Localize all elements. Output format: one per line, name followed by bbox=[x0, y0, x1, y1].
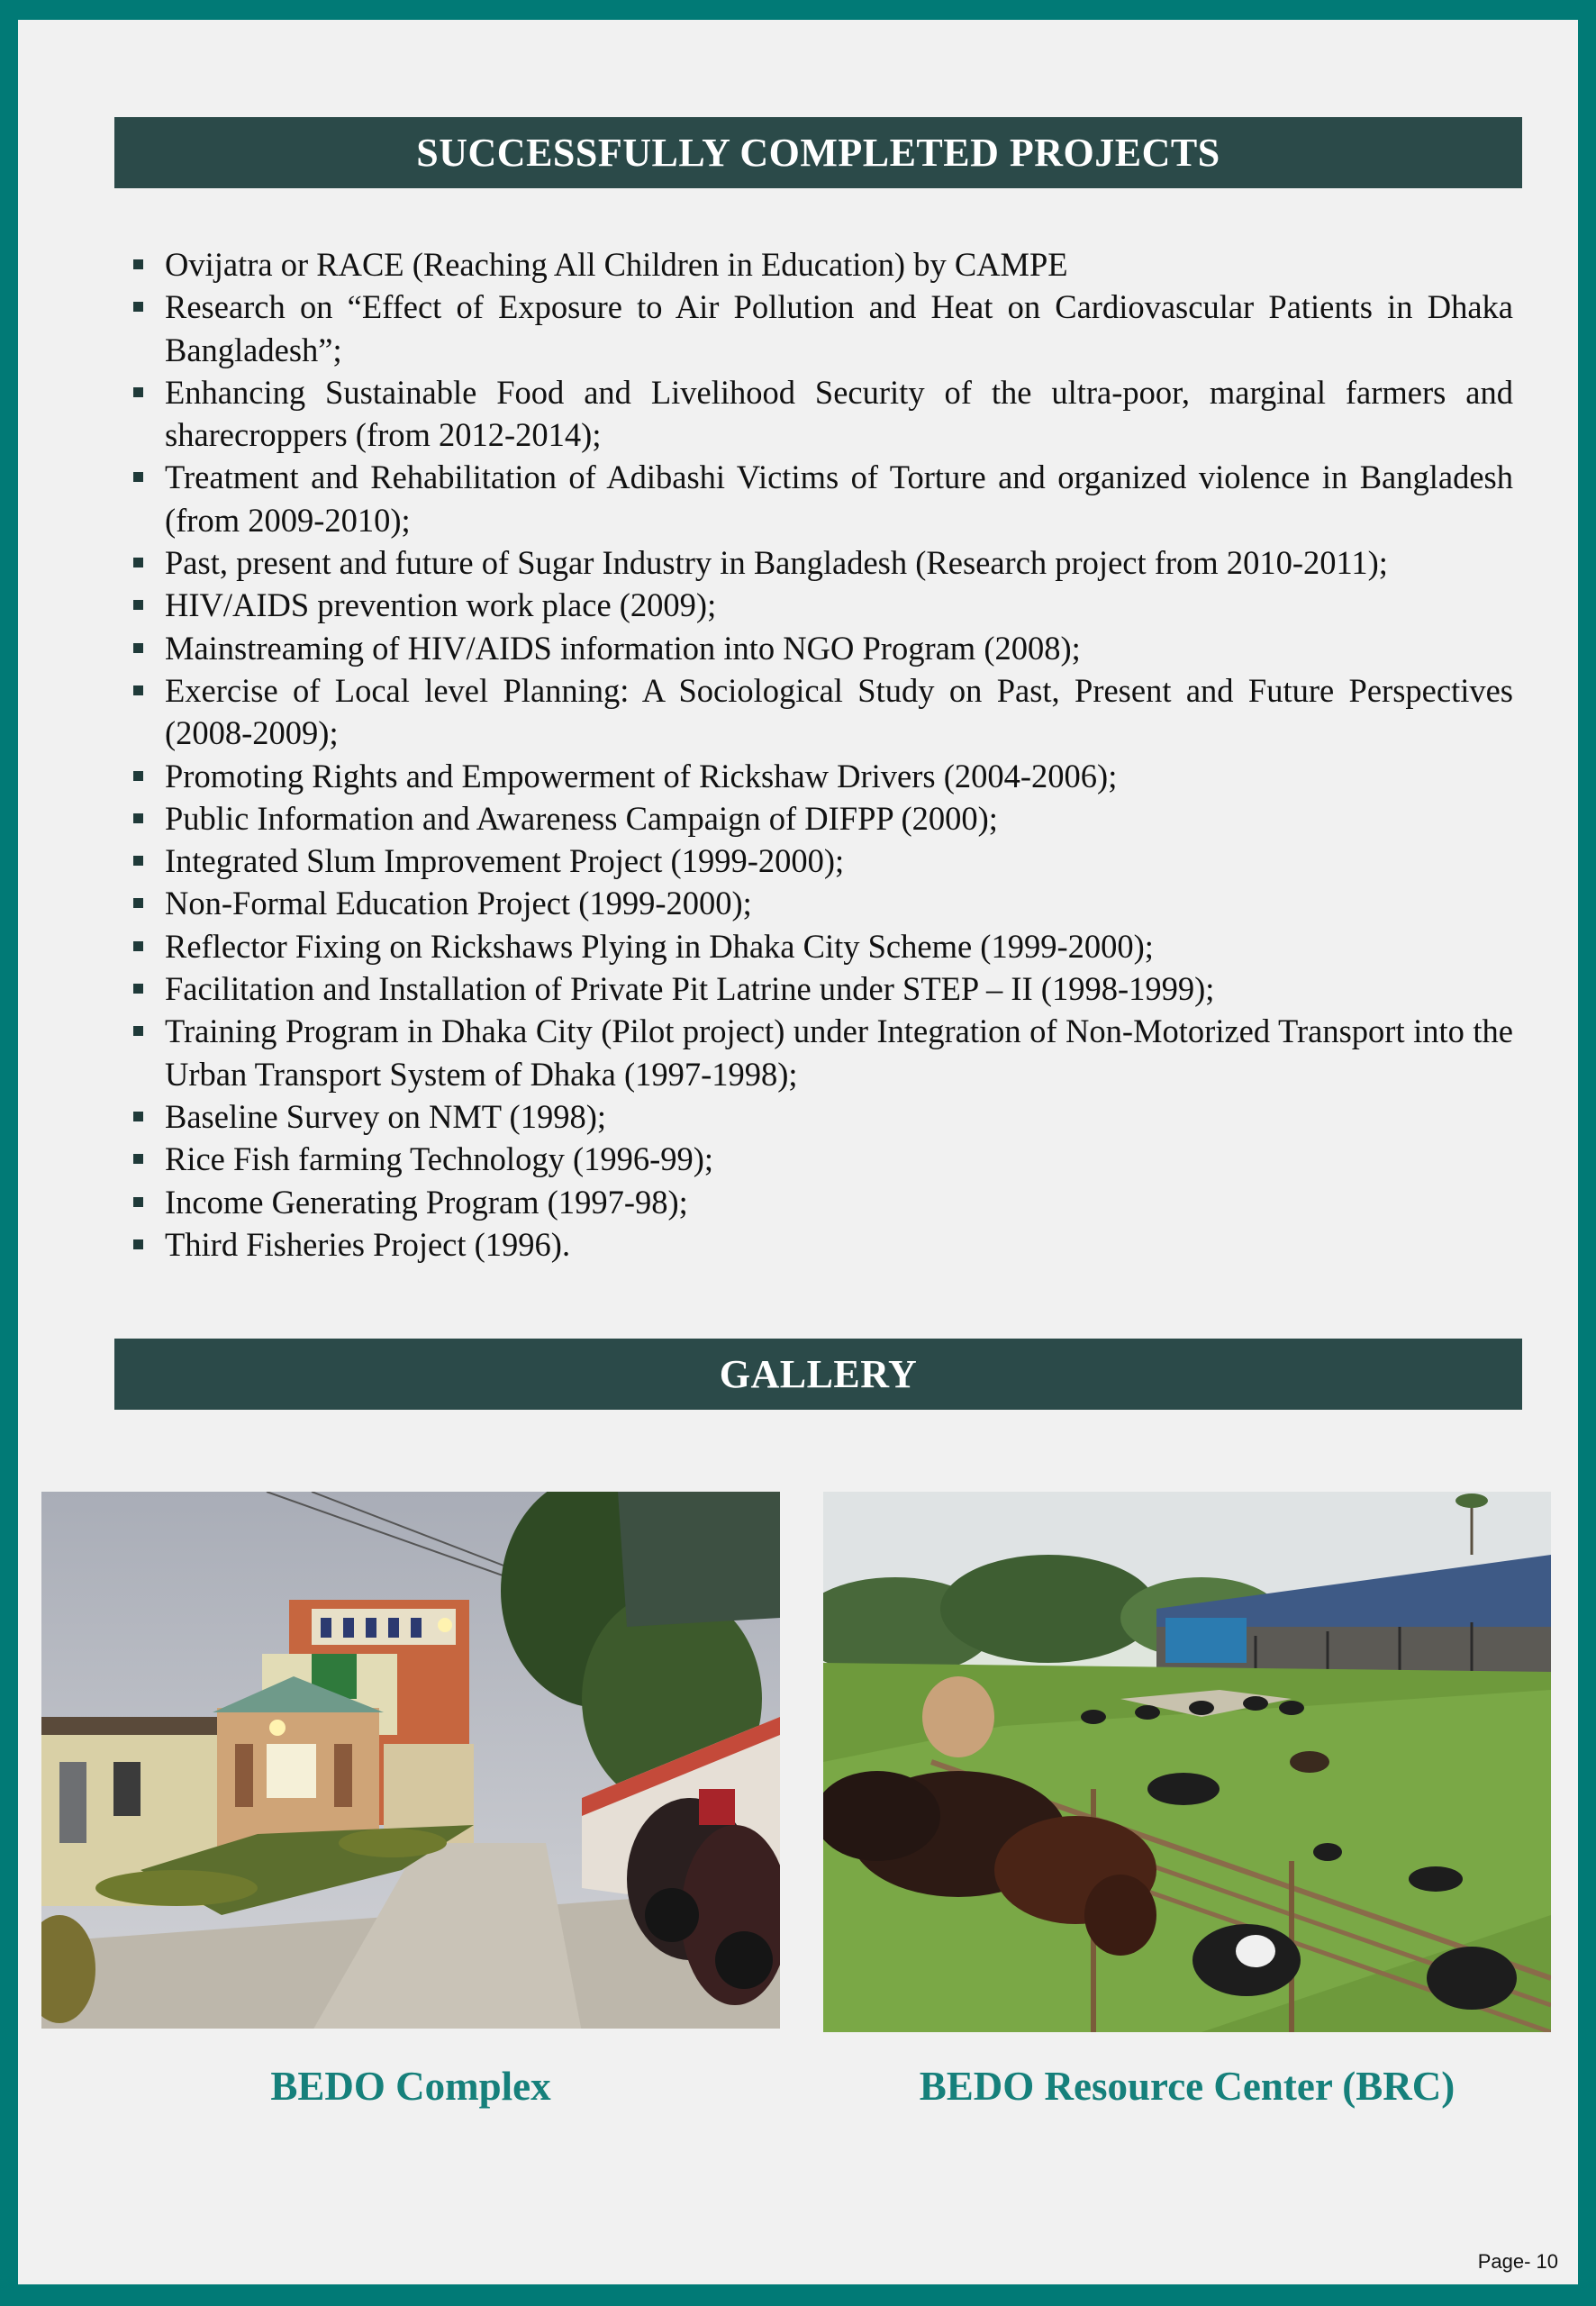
project-item bbox=[122, 286, 1513, 371]
square-bullet-icon bbox=[133, 472, 143, 482]
project-item-text: Training Program in Dhaka City (Pilot project) under Integration of Non-Motorized Transport into the Urban Transport System of Dhaka (1997-1998); bbox=[165, 1012, 1513, 1093]
project-item-text: HIV/AIDS prevention work place (2009); bbox=[165, 586, 717, 624]
project-item bbox=[122, 1010, 1513, 1095]
gallery-section-title: GALLERY bbox=[114, 1339, 1522, 1410]
page-number: Page- 10 bbox=[1477, 2250, 1558, 2273]
project-item-text: Baseline Survey on NMT (1998); bbox=[165, 1097, 606, 1135]
project-item bbox=[122, 456, 1513, 541]
project-item-text: Public Information and Awareness Campaign of DIFPP (2000); bbox=[165, 799, 998, 837]
square-bullet-icon bbox=[133, 856, 143, 866]
project-item bbox=[122, 669, 1513, 755]
square-bullet-icon bbox=[133, 1239, 143, 1249]
project-item-text: Enhancing Sustainable Food and Livelihood Security of the ultra-poor, marginal farmers and sharecroppers (from 2012-2014); bbox=[165, 373, 1513, 454]
project-item-text: Integrated Slum Improvement Project (1999-2000); bbox=[165, 842, 845, 880]
project-item bbox=[122, 1223, 1513, 1266]
project-item bbox=[122, 840, 1513, 882]
project-item bbox=[122, 755, 1513, 797]
project-item bbox=[122, 584, 1513, 626]
project-item bbox=[122, 797, 1513, 840]
project-item bbox=[122, 541, 1513, 584]
square-bullet-icon bbox=[133, 643, 143, 653]
square-bullet-icon bbox=[133, 558, 143, 567]
project-item bbox=[122, 1138, 1513, 1180]
project-item-text: Ovijatra or RACE (Reaching All Children in Education) by CAMPE bbox=[165, 246, 1068, 283]
project-item bbox=[122, 882, 1513, 924]
square-bullet-icon bbox=[133, 302, 143, 312]
project-item-text: Promoting Rights and Empowerment of Rickshaw Drivers (2004-2006); bbox=[165, 757, 1118, 794]
square-bullet-icon bbox=[133, 941, 143, 951]
project-item-text: Third Fisheries Project (1996). bbox=[165, 1225, 571, 1263]
project-item-text: Past, present and future of Sugar Industry in Bangladesh (Research project from 2010-2011); bbox=[165, 544, 1388, 582]
square-bullet-icon bbox=[133, 1197, 143, 1207]
project-item bbox=[122, 1181, 1513, 1223]
square-bullet-icon bbox=[133, 984, 143, 994]
project-item bbox=[122, 371, 1513, 457]
project-item-text: Rice Fish farming Technology (1996-99); bbox=[165, 1140, 714, 1178]
square-bullet-icon bbox=[133, 1154, 143, 1164]
square-bullet-icon bbox=[133, 685, 143, 695]
completed-projects-list bbox=[122, 243, 1513, 1266]
project-item-text: Treatment and Rehabilitation of Adibashi Victims of Torture and organized violence in Bangladesh (from 2009-2010); bbox=[165, 458, 1513, 539]
square-bullet-icon bbox=[133, 898, 143, 908]
project-item bbox=[122, 1095, 1513, 1138]
project-item-text: Mainstreaming of HIV/AIDS information into NGO Program (2008); bbox=[165, 629, 1081, 667]
square-bullet-icon bbox=[133, 813, 143, 823]
project-item-text: Reflector Fixing on Rickshaws Plying in Dhaka City Scheme (1999-2000); bbox=[165, 927, 1154, 965]
square-bullet-icon bbox=[133, 1112, 143, 1121]
document-page bbox=[18, 20, 1578, 2284]
square-bullet-icon bbox=[133, 771, 143, 781]
project-item bbox=[122, 967, 1513, 1010]
project-item bbox=[122, 925, 1513, 967]
projects-section-title: SUCCESSFULLY COMPLETED PROJECTS bbox=[114, 117, 1522, 188]
square-bullet-icon bbox=[133, 387, 143, 397]
project-item-text: Non-Formal Education Project (1999-2000); bbox=[165, 885, 752, 922]
bedo-complex-caption: BEDO Complex bbox=[270, 2064, 551, 2109]
project-item-text: Exercise of Local level Planning: A Sociological Study on Past, Present and Future Perspectives (2008-2009); bbox=[165, 671, 1513, 752]
project-item-text: Research on “Effect of Exposure to Air Pollution and Heat on Cardiovascular Patients in Dhaka Bangladesh”; bbox=[165, 288, 1513, 368]
bedo-resource-center-photo bbox=[823, 1492, 1551, 2032]
square-bullet-icon bbox=[133, 1026, 143, 1036]
project-item-text: Facilitation and Installation of Private Pit Latrine under STEP – II (1998-1999); bbox=[165, 970, 1215, 1008]
square-bullet-icon bbox=[133, 600, 143, 610]
project-item bbox=[122, 243, 1513, 286]
bedo-resource-center-caption: BEDO Resource Center (BRC) bbox=[919, 2064, 1455, 2109]
project-item bbox=[122, 627, 1513, 669]
bedo-complex-photo bbox=[41, 1492, 780, 2029]
square-bullet-icon bbox=[133, 259, 143, 269]
project-item-text: Income Generating Program (1997-98); bbox=[165, 1183, 688, 1221]
